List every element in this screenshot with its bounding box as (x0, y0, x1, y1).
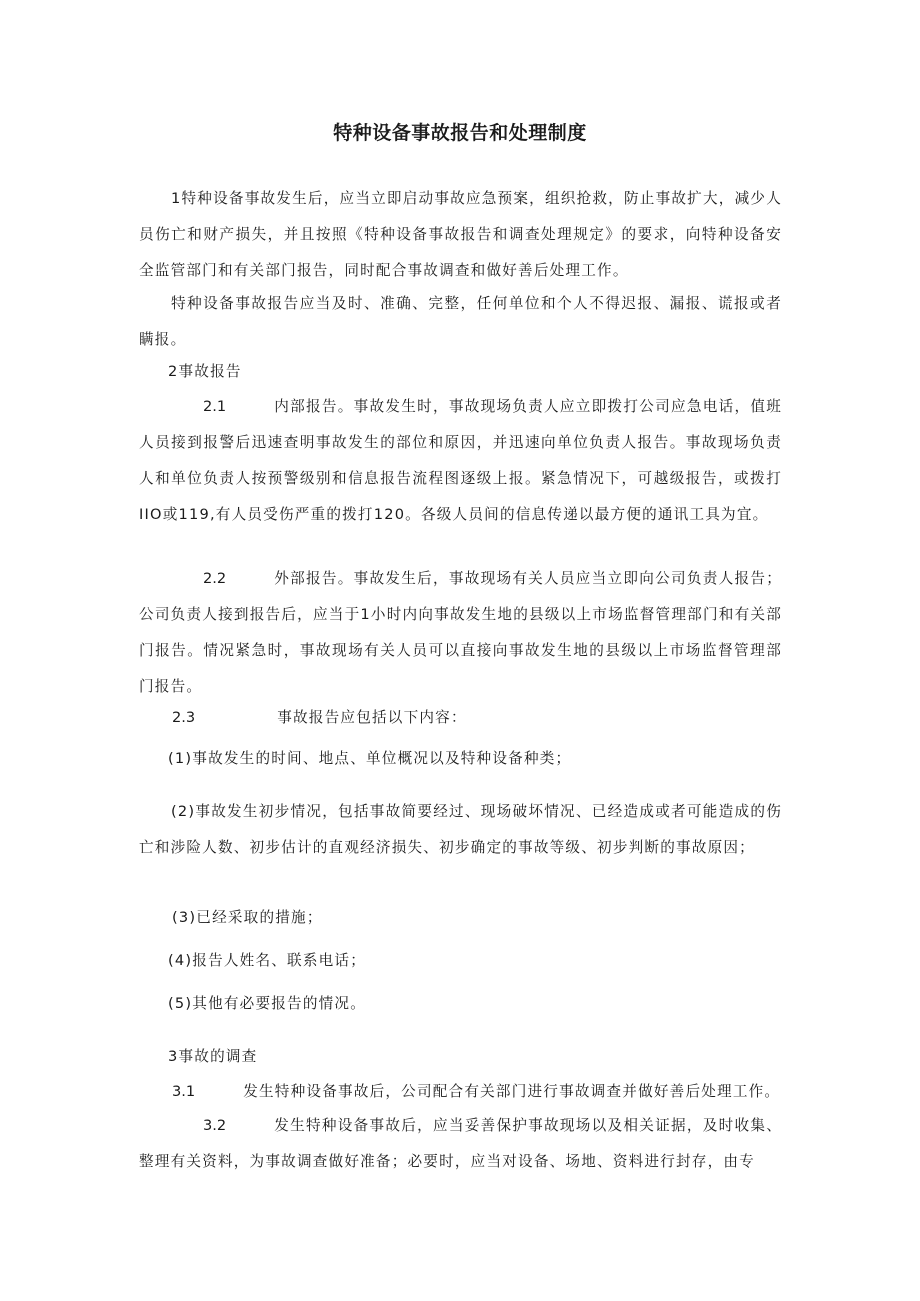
list-item-1: (1)事故发生的时间、地点、单位概况以及特种设备种类； (168, 750, 572, 767)
section-2-3-text: 事故报告应包括以下内容： (277, 709, 467, 726)
section-2-2-number: 2.2 (203, 570, 227, 587)
paragraph-2: 特种设备事故报告应当及时、准确、完整，任何单位和个人不得迟报、漏报、谎报或者瞒报。 (139, 295, 782, 348)
section-2-1-number: 2.1 (203, 398, 227, 415)
section-2-1 (139, 389, 782, 533)
section-2-1-text: 内部报告。事故发生时，事故现场负责人应立即拨打公司应急电话，值班人员接到报警后迅速查明事故发生的部位和原因，并迅速向单位负责人报告。事故现场负责人和单位负责人按预警级别和信息报告流程图逐级上报。紧急情况下，可越级报告，或拨打IIO或119,有人员受伤严重的拨打120。各级人员间的信息传递以最方便的通讯工具为宜。 (139, 398, 782, 523)
page-title: 特种设备事故报告和处理制度 (333, 122, 587, 144)
section-3-1-text: 发生特种设备事故后，公司配合有关部门进行事故调查并做好善后处理工作。 (243, 1083, 781, 1100)
section-2-2-text: 外部报告。事故发生后，事故现场有关人员应当立即向公司负责人报告；公司负责人接到报告后，应当于1小时内向事故发生地的县级以上市场监督管理部门和有关部门报告。情况紧急时，事故现场有关人员可以直接向事故发生地的县级以上市场监督管理部门报告。 (139, 570, 782, 695)
section-heading-3: 3事故的调查 (168, 1048, 258, 1065)
list-item-3: (3)已经采取的措施； (172, 909, 323, 926)
section-3-2 (139, 1108, 782, 1180)
paragraph-1: 1特种设备事故发生后，应当立即启动事故应急预案，组织抢救，防止事故扩大，减少人员伤亡和财产损失，并且按照《特种设备事故报告和调查处理规定》的要求，向特种设备安全监管部门和有关部门报告，同时配合事故调查和做好善后处理工作。 (139, 190, 782, 279)
list-item-4: (4)报告人姓名、联系电话； (168, 952, 367, 969)
section-3-1 (172, 1074, 780, 1110)
section-3-2-number: 3.2 (203, 1117, 227, 1134)
section-2-2 (139, 561, 782, 705)
list-item-2: (2)事故发生初步情况，包括事故简要经过、现场破坏情况、已经造成或者可能造成的伤亡和涉险人数、初步估计的直观经济损失、初步确定的事故等级、初步判断的事故原因； (139, 803, 782, 856)
section-3-2-text: 发生特种设备事故后，应当妥善保护事故现场以及相关证据，及时收集、整理有关资料，为事故调查做好准备；必要时，应当对设备、场地、资料进行封存，由专 (139, 1117, 782, 1170)
section-2-3 (172, 700, 467, 736)
section-3-1-number: 3.1 (172, 1083, 196, 1100)
section-2-3-number: 2.3 (172, 709, 196, 726)
section-heading-2: 2事故报告 (168, 363, 242, 380)
list-item-5: (5)其他有必要报告的情况。 (168, 995, 367, 1012)
